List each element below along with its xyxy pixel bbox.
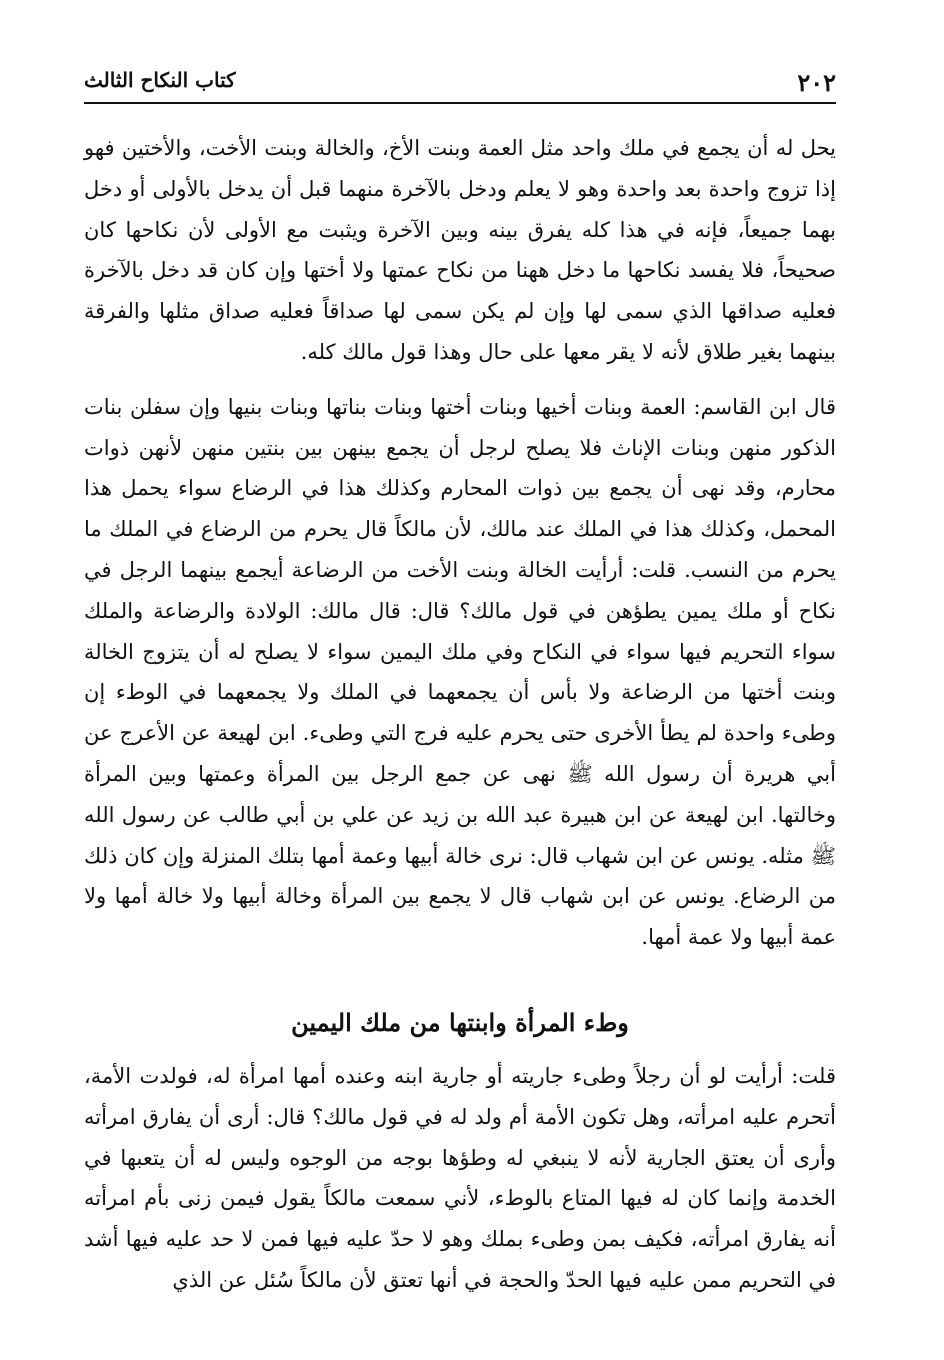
paragraph: قال ابن القاسم: العمة وبنات أخيها وبنات أختها وبنات بناتها وبنات بنيها وإن سفلن بنات الذكور منهن وبنات الإناث فلا يصلح لرجل أن يجمع بينهن بين بنتين منهن لأنهن ذوات محارم، وقد نهى أن يجمع بين ذوات المحارم وكذلك هذا في الرضاع سواء يحمل هذا المحمل، وكذلك هذا في الملك عند مالك، لأن مالكاً قال يحرم من الرضاع في الملك ما يحرم من النسب. قلت: أرأيت الخالة وبنت الأخت من الرضاعة أيجمع بينهما الرجل في نكاح أو ملك يمين يطؤهن في قول مالك؟ قال: قال مالك: الولادة والرضاعة والملك سواء التحريم فيها سواء في النكاح وفي ملك اليمين سواء لا يصلح له أن يتزوج الخالة وبنت أختها من الرضاعة ولا بأس أن يجمعهما في الملك ولا يجمعهما في الوطء إن وطىء واحدة لم يطأ الأخرى حتى يحرم عليه فرج التي وطىء. ابن لهيعة عن الأعرج عن أبي هريرة أن رسول الله ﷺ نهى عن جمع الرجل بين المرأة وعمتها وبين المرأة وخالتها. ابن لهيعة عن ابن هبيرة عبد الله بن زيد عن علي بن أبي طالب عن رسول الله ﷺ مثله. يونس عن ابن شهاب قال: نرى خالة أبيها وعمة أمها بتلك المنزلة وإن كان ذلك من الرضاع. يونس عن ابن شهاب قال لا يجمع بين المرأة وخالة أبيها ولا خالة أمها ولا عمة أبيها ولا عمة أمها. [84,394,837,950]
section-heading: وطء المرأة وابنتها من ملك اليمين [291,1007,629,1037]
page-header [84,62,836,104]
section-paragraph: قلت: أرأيت لو أن رجلاً وطىء جاريته أو جارية ابنه وعنده أمها امرأة له، فولدت الأمة، أتحرم عليه امرأته، وهل تكون الأمة أم ولد له في قول مالك؟ قال: أرى أن يفارق امرأته وأرى أن يعتق الجارية لأنه لا ينبغي له وطؤها بوجه من الوجوه وليس له أن يتعبها في الخدمة وإنما كان له فيها المتاع بالوطء، لأني سمعت مالكاً يقول فيمن زنى بأم امرأته أنه يفارق امرأته، فكيف بمن وطىء بملك وهو لا حدّ عليه فيها فمن لا حد عليه فيها أشد في التحريم ممن عليه فيها الحدّ والحجة في أنها تعتق لأن مالكاً سُئل عن الذي [84,1063,836,1292]
paragraph: يحل له أن يجمع في ملك واحد مثل العمة وبنت الأخ، والخالة وبنت الأخت، والأختين فهو إذا تزوج واحدة بعد واحدة وهو لا يعلم ودخل بالآخرة منهما قبل أن يدخل بالأولى أو دخل بهما جميعاً، فإنه في هذا كله يفرق بينه وبين الآخرة ويثبت مع الأولى لأن نكاحها كان صحيحاً، فلا يفسد نكاحها ما دخل ههنا من نكاح عمتها ولا أختها وإن كان قد دخل بالآخرة فعليه صداقها الذي سمى لها وإن لم يكن سمى لها صداقاً فعليه صداق مثلها والفرقة بينهما بغير طلاق لأنه لا يقر معها على حال وهذا قول مالك كله. [84,136,837,364]
page-content [84,128,836,1315]
page-number: ٢٠٢ [797,68,836,97]
running-title: كتاب النكاح الثالث [84,68,236,92]
